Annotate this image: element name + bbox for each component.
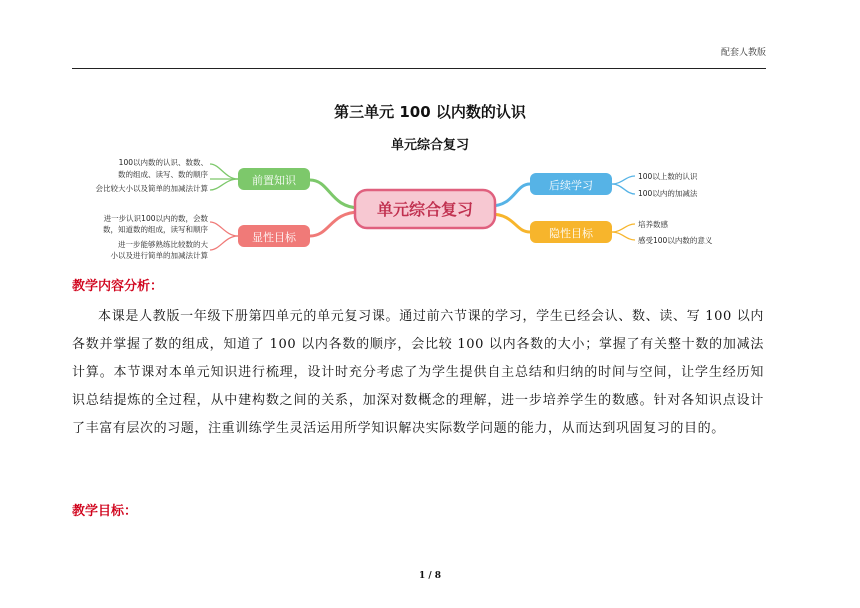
objectives-heading: 教学目标： [72,504,138,519]
page-title: 第三单元 100 以内数的认识 [334,103,526,121]
branch-left-top [310,180,360,208]
sub-branch [210,179,238,190]
branch-left-bottom [310,212,360,236]
node-implicit-goal-label: 隐性目标 [549,227,593,240]
header-note: 配套人教版 [720,48,766,58]
sub-branch [612,224,635,232]
analysis-heading: 教学内容分析： [72,279,164,294]
leaf-text: 会比较大小以及简单的加减法计算 [95,184,208,193]
leaf-text: 100以内数的认识、数数、 [118,158,208,167]
center-node-label: 单元综合复习 [376,200,474,219]
leaf-text: 数，知道数的组成，读写和顺序 [103,225,208,234]
sub-branch [612,184,635,194]
page-number: 1 / 8 [418,571,442,581]
leaf-text: 感受100以内数的意义 [638,236,713,245]
leaf-text: 100以内的加减法 [638,189,698,198]
page-subtitle: 单元综合复习 [390,138,469,153]
node-follow-up-label: 后续学习 [549,179,593,192]
sub-branch [612,176,635,184]
leaf-text: 数的组成、读写、数的顺序 [118,170,208,179]
sub-branch [612,232,635,240]
leaf-text: 培养数感 [638,220,668,229]
sub-branch [210,164,238,179]
leaf-text: 进一步认识100以内的数，会数 [103,214,208,223]
sub-branch [210,222,238,236]
node-prerequisite-label: 前置知识 [252,174,296,187]
leaf-text: 100以上数的认识 [638,172,698,181]
mind-map [60,150,740,262]
header-rule [72,68,766,69]
analysis-paragraph: 本课是人教版一年级下册第四单元的单元复习课。通过前六节课的学习，学生已经会认、数、读、写 100 以内各数并掌握了数的组成，知道了 100 以内各数的顺序，会比较 100 以内各数的大小；掌握了有关整十数的加减法计算。本节课对本单元知识进行梳理，设计时充分考虑了为学生提供自主总结和归纳的时间与空间，让学生经历知识总结提炼的全过程，从中建构数之间的关系，加深对数概念的理解，进一步培养学生的数感。针对各知识点设计了丰富有层次的习题，注重训练学生灵活运用所学知识解决实际数学问题的能力，从而达到巩固复习的目的。 [72,309,764,436]
leaf-text: 进一步能够熟练比较数的大 [118,240,208,249]
node-explicit-goal-label: 显性目标 [252,231,296,244]
sub-branch [210,236,238,250]
leaf-text: 小以及进行简单的加减法计算 [110,251,208,260]
